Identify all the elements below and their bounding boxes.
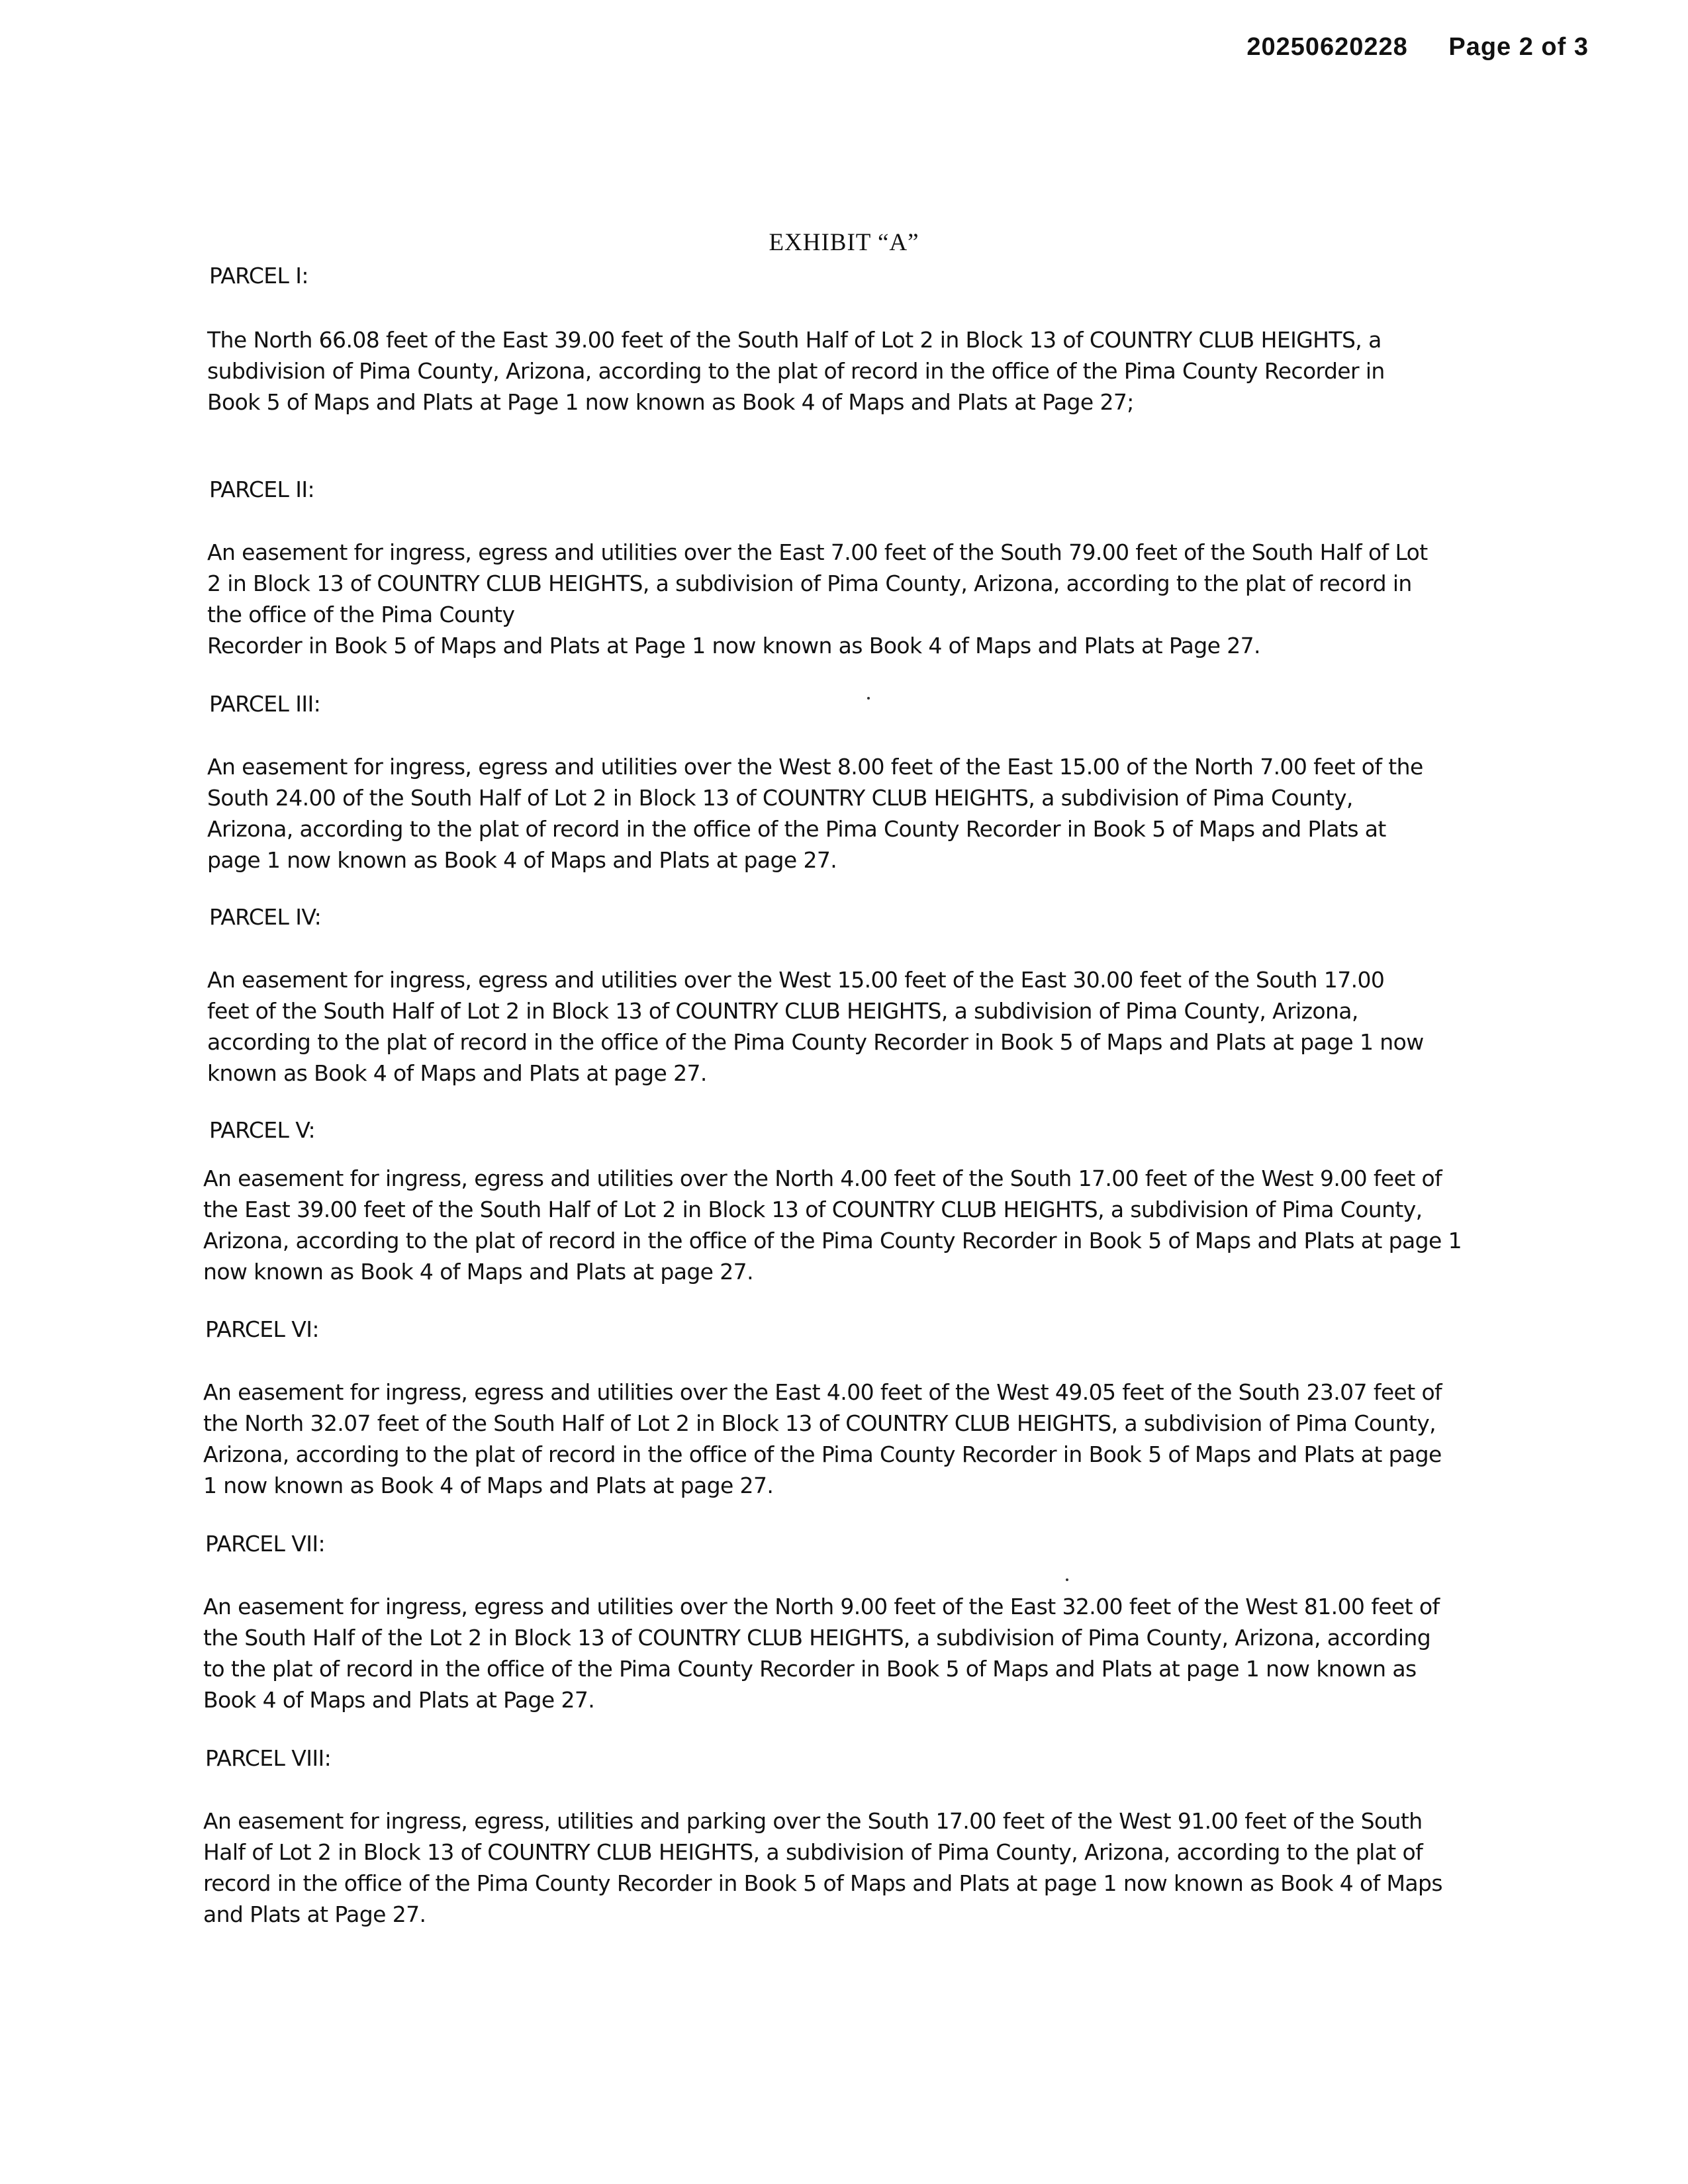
scan-speck (867, 697, 870, 700)
parcel-2-heading: PARCEL II: (209, 477, 315, 502)
parcel-7-heading: PARCEL VII: (205, 1531, 325, 1557)
parcel-6-text: An easement for ingress, egress and utilities over the East 4.00 feet of the West 49.05 feet of the South 23.07 feet of the North 32.07 feet of the South Half of Lot 2 in Block 13 of COUNTRY CLUB HEIGHTS, a subdivision of Pima County, Arizona, according to the plat of record in the office of the Pima County Recorder in Book 5 of Maps and Plats at page 1 now known as Book 4 of Maps and Plats at page 27. (203, 1379, 1442, 1498)
parcel-1-text: The North 66.08 feet of the East 39.00 feet of the South Half of Lot 2 in Block 13 of COUNTRY CLUB HEIGHTS, a subdivision of Pima County, Arizona, according to the plat of record in the office of the Pima County Recorder in Book 5 of Maps and Plats at Page 1 now known as Book 4 of Maps and Plats at Page 27; (207, 327, 1385, 415)
parcel-3-text: An easement for ingress, egress and utilities over the West 8.00 feet of the East 15.00 of the North 7.00 feet of the South 24.00 of the South Half of Lot 2 in Block 13 of COUNTRY CLUB HEIGHTS, a subdivision of Pima County, Arizona, according to the plat of record in the office of the Pima County Recorder in Book 5 of Maps and Plats at page 1 now known as Book 4 of Maps and Plats at page 27. (207, 754, 1423, 873)
scan-speck (1066, 1578, 1068, 1581)
parcel-2-text: An easement for ingress, egress and utilities over the East 7.00 feet of the South 79.00 feet of the South Half of Lot 2 in Block 13 of COUNTRY CLUB HEIGHTS, a subdivision of Pima County, Arizona, according to the plat of record in the office of the Pima County Recorder in Book 5 of Maps and Plats at Page 1 now known as Book 4 of Maps and Plats at Page 27. (207, 539, 1428, 659)
parcel-1-heading: PARCEL I: (209, 263, 308, 289)
recording-number: 20250620228 (1246, 33, 1408, 61)
parcel-5-heading: PARCEL V: (209, 1117, 316, 1143)
exhibit-title: EXHIBIT “A” (769, 229, 919, 256)
recording-header (1246, 33, 1589, 62)
parcel-3-heading: PARCEL III: (209, 691, 321, 717)
parcel-5-text: An easement for ingress, egress and utilities over the North 4.00 feet of the South 17.00 feet of the West 9.00 feet of the East 39.00 feet of the South Half of Lot 2 in Block 13 of COUNTRY CLUB HEIGHTS, a subdivision of Pima County, Arizona, according to the plat of record in the office of the Pima County Recorder in Book 5 of Maps and Plats at page 1 now known as Book 4 of Maps and Plats at page 27. (203, 1165, 1462, 1285)
parcel-4-heading: PARCEL IV: (209, 904, 322, 930)
page-number: Page 2 of 3 (1448, 33, 1589, 61)
parcel-7-text: An easement for ingress, egress and utilities over the North 9.00 feet of the East 32.00 feet of the West 81.00 feet of the South Half of the Lot 2 in Block 13 of COUNTRY CLUB HEIGHTS, a subdivision of Pima County, Arizona, according to the plat of record in the office of the Pima County Recorder in Book 5 of Maps and Plats at page 1 now known as Book 4 of Maps and Plats at Page 27. (203, 1594, 1440, 1713)
parcel-8-heading: PARCEL VIII: (205, 1745, 332, 1771)
parcel-4-text: An easement for ingress, egress and utilities over the West 15.00 feet of the East 30.00 feet of the South 17.00 feet of the South Half of Lot 2 in Block 13 of COUNTRY CLUB HEIGHTS, a subdivision of Pima County, Arizona, according to the plat of record in the office of the Pima County Recorder in Book 5 of Maps and Plats at page 1 now known as Book 4 of Maps and Plats at page 27. (207, 967, 1424, 1086)
parcel-8-text: An easement for ingress, egress, utilities and parking over the South 17.00 feet of the West 91.00 feet of the South Half of Lot 2 in Block 13 of COUNTRY CLUB HEIGHTS, a subdivision of Pima County, Arizona, according to the plat of record in the office of the Pima County Recorder in Book 5 of Maps and Plats at page 1 now known as Book 4 of Maps and Plats at Page 27. (203, 1808, 1442, 1927)
parcel-6-heading: PARCEL VI: (205, 1316, 319, 1342)
